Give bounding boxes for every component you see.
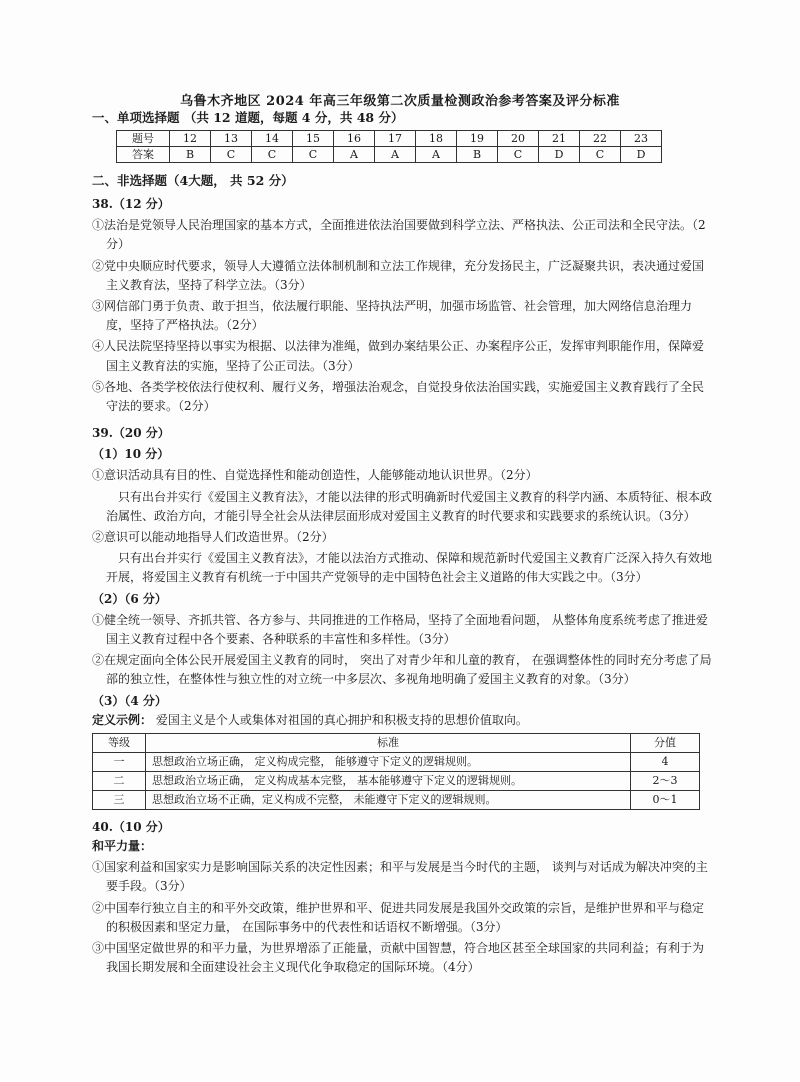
content: [92, 108, 712, 979]
q38-point: ⑤各地、各类学校依法行使权利、履行义务，增强法治观念，自觉投身依法治国实践，实施爱国主义教育践行了全民守法的要求。（2分）: [92, 379, 705, 413]
grade-level: 二: [93, 771, 146, 790]
q39-explanation: 只有出台并实行《爱国主义教育法》，才能以法治方式推动、保障和规范新时代爱国主义教育广泛深入持久有效地开展，将爱国主义教育有机统一于中国共产党领导的走中国特色社会主义道路的伟大实践之中。（3分）: [106, 551, 713, 585]
table-cell: 20: [498, 131, 539, 147]
q38-point: ①法治是党领导人民治理国家的基本方式，全面推进依法治国要做到科学立法、严格执法、公正司法和全民守法。（2分）: [92, 218, 706, 252]
table-row-label: 题号: [117, 131, 170, 147]
q39-point: ①意识活动具有目的性、自觉选择性和能动创造性，人能够能动地认识世界。（2分）: [92, 468, 538, 483]
table-cell: A: [375, 147, 416, 163]
q40-subheading: 和平力量：: [92, 839, 153, 854]
grade-standard: 思想政治立场正确， 定义构成基本完整， 基本能够遵守下定义的逻辑规则。: [146, 771, 631, 790]
grade-score: 2～3: [631, 771, 700, 790]
page-title: 乌鲁木齐地区 2024 年高三年级第二次质量检测政治参考答案及评分标准: [180, 94, 620, 109]
table-cell: C: [498, 147, 539, 163]
table-cell: 15: [293, 131, 334, 147]
q39-part1-heading: （1）10 分）: [92, 447, 170, 462]
q40-point: ③中国坚定做世界的和平力量，为世界增添了正能量，贡献中国智慧，符合地区甚至全球国家的共同利益；有利于为我国长期发展和全面建设社会主义现代化争取稳定的国际环境。（4分）: [92, 941, 705, 975]
definition-label: 定义示例：: [92, 712, 153, 727]
q39-point: ②意识可以能动地指导人们改造世界。（2分）: [92, 530, 334, 544]
grading-table: [92, 733, 700, 810]
table-cell: 18: [416, 131, 457, 147]
table-cell: 23: [621, 131, 662, 147]
table-cell: 16: [334, 131, 375, 147]
table-row-label: 答案: [117, 147, 170, 163]
table-cell: D: [539, 147, 580, 163]
table-cell: C: [293, 147, 334, 163]
table-cell: 19: [457, 131, 498, 147]
table-cell: C: [252, 147, 293, 163]
table-row: [93, 790, 700, 809]
table-cell: 17: [375, 131, 416, 147]
column-header: 标准: [146, 733, 631, 752]
table-cell: B: [457, 147, 498, 163]
q39-part2-heading: （2）（6 分）: [92, 591, 167, 606]
question-39-heading: 39.（20 分）: [92, 426, 170, 441]
q40-point: ②中国奉行独立自主的和平外交政策，维护世界和平、促进共同发展是我国外交政策的宗旨，是维护世界和平与稳定的积极因素和坚定力量， 在国际事务中的代表性和话语权不断增强。（3分）: [92, 900, 705, 934]
table-cell: A: [416, 147, 457, 163]
table-cell: C: [211, 147, 252, 163]
definition-text: 爱国主义是个人或集体对祖国的真心拥护和积极支持的思想价值取向。: [155, 712, 528, 727]
section-1-heading: 一、单项选择题 （共 12 道题，每题 4 分，共 48 分）: [92, 110, 404, 125]
column-header: 分值: [631, 733, 700, 752]
grade-score: 0～1: [631, 790, 700, 809]
table-cell: 21: [539, 131, 580, 147]
section-2-heading: 二、非选择题（4大题， 共 52 分）: [92, 173, 294, 188]
table-cell: A: [334, 147, 375, 163]
question-number-row: [117, 131, 662, 147]
q39-point: ①健全统一领导、齐抓共管、各方参与、共同推进的工作格局，坚持了全面地看问题， 从整体角度系统考虑了推进爱国主义教育过程中各个要素、各种联系的丰富性和多样性。（3分）: [92, 612, 708, 646]
table-cell: C: [580, 147, 621, 163]
table-cell: B: [170, 147, 211, 163]
q38-point: ②党中央顺应时代要求，领导人大遵循立法体制机制和立法工作规律，充分发扬民主，广泛凝聚共识，表决通过爱国主义教育法，坚持了科学立法。（3分）: [92, 258, 705, 292]
table-row: [93, 771, 700, 790]
q39-explanation: 只有出台并实行《爱国主义教育法》，才能以法律的形式明确新时代爱国主义教育的科学内涵、本质特征、根本政治属性、政治方向，才能引导全社会从法律层面形成对爱国主义教育的时代要求和实践要求的系统认识。（3分）: [106, 489, 713, 523]
grade-level: 一: [93, 752, 146, 771]
answer-row: [117, 147, 662, 163]
grade-level: 三: [93, 790, 146, 809]
table-cell: 14: [252, 131, 293, 147]
table-cell: 12: [170, 131, 211, 147]
table-cell: 13: [211, 131, 252, 147]
table-cell: 22: [580, 131, 621, 147]
definition-example: [92, 711, 712, 730]
q38-point: ④人民法院坚持坚持以事实为根据、以法律为准绳，做到办案结果公正、办案程序公正，发挥审判职能作用，保障爱国主义教育法的实施，坚持了公正司法。（3分）: [92, 339, 705, 373]
grade-standard: 思想政治立场不正确，定义构成不完整， 未能遵守下定义的逻辑规则。: [146, 790, 631, 809]
q38-point: ③网信部门勇于负责、敢于担当，依法履行职能、坚持执法严明，加强市场监管、社会管理，加大网络信息治理力度，坚持了严格执法。（2分）: [92, 298, 693, 333]
q40-point: ①国家利益和国家实力是影响国际关系的决定性因素；和平与发展是当今时代的主题， 谈判与对话成为解决冲突的主要手段。（3分）: [92, 860, 708, 894]
answer-table: [116, 130, 662, 163]
table-cell: D: [621, 147, 662, 163]
grade-standard: 思想政治立场正确， 定义构成完整， 能够遵守下定义的逻辑规则。: [146, 752, 631, 771]
q39-part3-heading: （3）（4 分）: [92, 693, 167, 708]
question-38-heading: 38.（12 分）: [92, 197, 170, 211]
grading-table-header: [93, 733, 700, 752]
q39-point: ②在规定面向全体公民开展爱国主义教育的同时， 突出了对青少年和儿童的教育， 在强调整体性的同时充分考虑了局部的独立性，在整体性与独立性的对立统一中多层次、多视角地明确了爱国主义教育的对象。（3分）: [92, 653, 712, 687]
grade-score: 4: [631, 752, 700, 771]
question-40-heading: 40.（10 分）: [92, 819, 170, 834]
table-row: [93, 752, 700, 771]
column-header: 等级: [93, 733, 146, 752]
